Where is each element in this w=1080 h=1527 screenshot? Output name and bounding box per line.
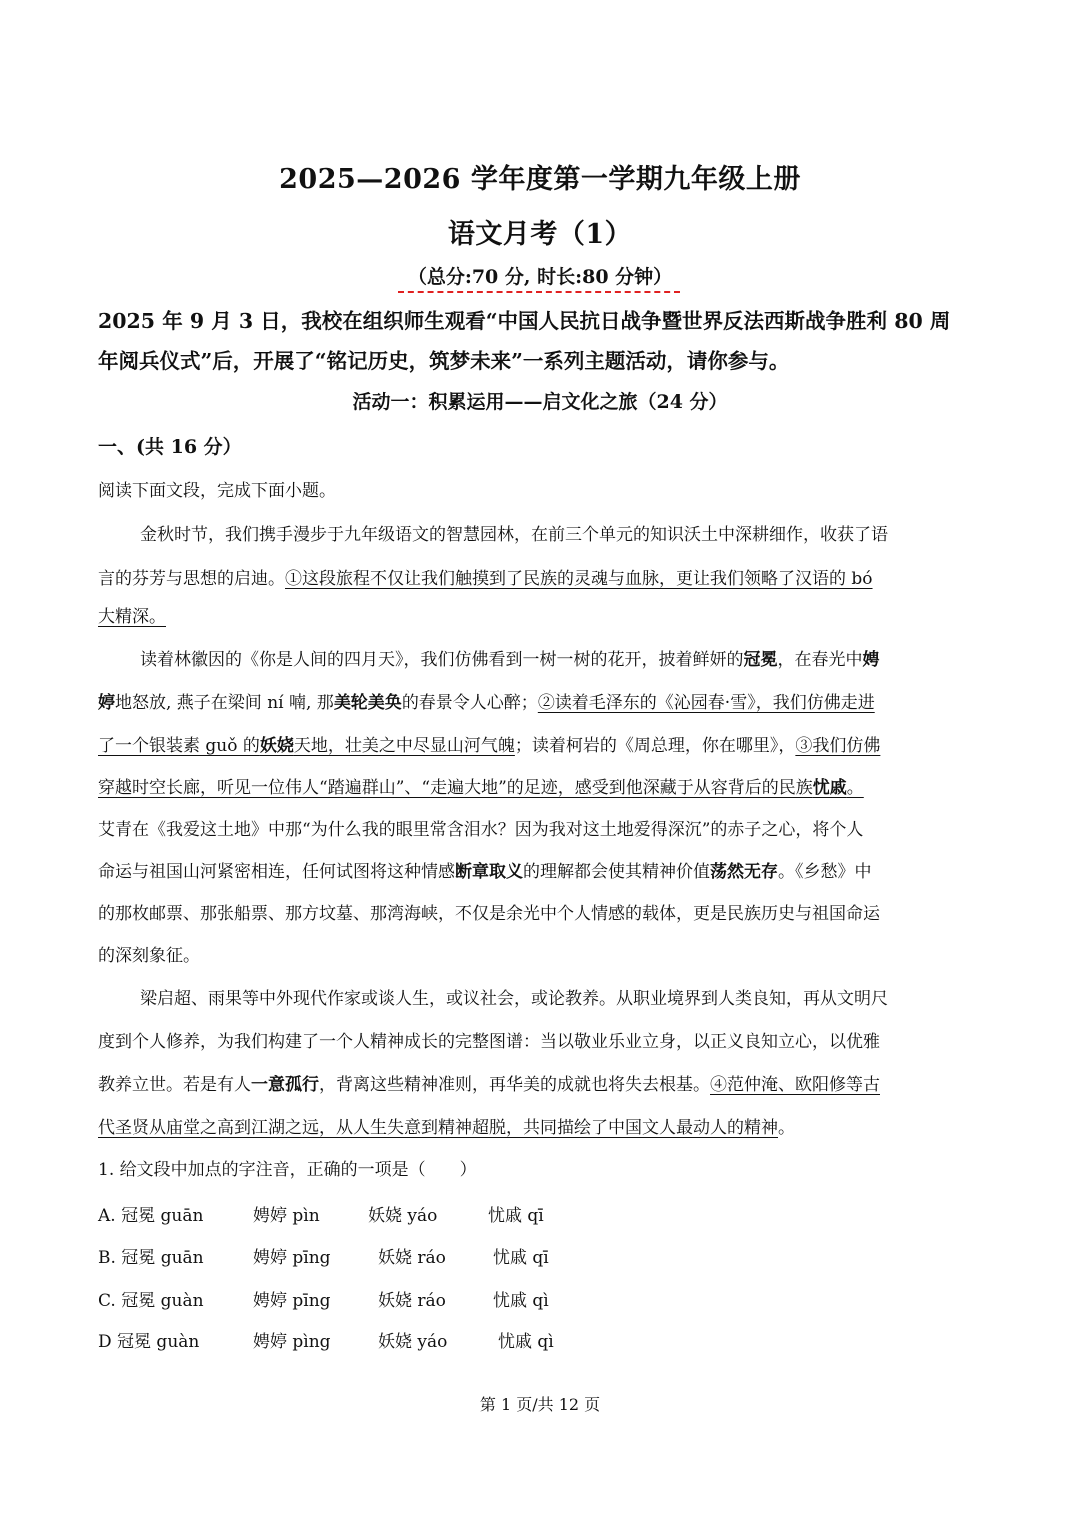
passage-line [98, 1116, 978, 1140]
option-part: 娉婷 pīng [253, 1291, 331, 1311]
passage-line [98, 1073, 978, 1097]
passage-text: ，在春光中 [777, 650, 863, 670]
passage-text: 。《乡愁》中 [778, 862, 872, 882]
passage-text: 的理解都会使其精神价值 [523, 862, 710, 882]
passage-text: ；读着柯岩的《周总理，你在哪里》， [514, 736, 796, 756]
passage-line: 的深刻象征。 [98, 946, 200, 966]
passage-line [140, 648, 978, 672]
instruction-text: 阅读下面文段，完成下面小题。 [98, 481, 336, 501]
underlined-sentence-2: ②读着毛泽东的《沁园春·雪》，我们仿佛走进 [537, 693, 875, 713]
underlined-sentence-3-cont: 穿越时空长廊，听见一位伟人“踏遍群山”、“走遍大地”的足迹，感受到他深藏于从容背后的民族 [98, 778, 813, 798]
passage-line [98, 567, 978, 591]
question-1-stem: 1. 给文段中加点的字注音，正确的一项是（ ） [98, 1160, 477, 1180]
option-label: C. 冠冕 guàn [98, 1291, 204, 1311]
option-part: 忧戚 qī [488, 1206, 544, 1226]
option-part: 忧戚 qī [493, 1248, 549, 1268]
intro-line-1: 2025 年 9 月 3 日，我校在组织师生观看“中国人民抗日战争暨世界反法西斯战争胜利 80 周 [98, 309, 951, 333]
passage-text: 的春景令人心醉； [401, 693, 538, 713]
option-part: 妖娆 yáo [368, 1206, 438, 1226]
passage-text: 言的芬芳与思想的启迪。 [98, 569, 285, 589]
underlined-sentence-1-end: 大精深。 [98, 607, 166, 627]
passage-line [98, 605, 978, 629]
option-part: 忧戚 qì [493, 1291, 549, 1311]
dotted-word-youqi: 忧戚 [812, 778, 847, 798]
option-part: 娉婷 pìn [253, 1206, 320, 1226]
passage-text: 地怒放, 燕子在梁间 ní 喃, 那 [115, 693, 334, 713]
dotted-word-ping: 娉 [862, 650, 880, 670]
option-label: B. 冠冕 guān [98, 1248, 204, 1268]
dotted-word-guanmian: 冠冕 [743, 650, 778, 670]
passage-text: 。 [778, 1118, 795, 1138]
page-footer: 第 1 页/共 12 页 [479, 1395, 601, 1414]
passage-text: 教养立世。若是有人 [98, 1075, 251, 1095]
passage-line: 艾青在《我爱这土地》中那“为什么我的眼里常含泪水？因为我对这土地爱得深沉”的赤子之心，将个人 [98, 820, 864, 840]
passage-line: 的那枚邮票、那张船票、那方坟墓、那湾海峡，不仅是余光中个人情感的载体，更是民族历史与祖国命运 [98, 904, 880, 924]
score-info: （总分:70 分, 时长:80 分钟） [407, 266, 673, 288]
bold-idiom-dangranwucun: 荡然无存 [710, 862, 778, 882]
exam-title-line2: 语文月考（1） [447, 219, 633, 250]
bold-idiom-meilunmeihuan: 美轮美奂 [333, 693, 402, 713]
option-part: 妖娆 ráo [378, 1291, 446, 1311]
red-dashed-underline [398, 291, 680, 293]
underlined-sentence-4: ④范仲淹、欧阳修等古 [710, 1075, 880, 1095]
bold-idiom-duanzhangquyi: 断章取义 [455, 862, 523, 882]
option-label: D 冠冕 guàn [98, 1332, 200, 1352]
passage-text: 命运与祖国山河紧密相连，任何试图将这种情感 [98, 862, 455, 882]
passage-line [98, 691, 978, 715]
underlined-sentence-3: ③我们仿佛 [795, 736, 881, 756]
intro-paragraph [98, 301, 978, 381]
dotted-word-yaorao: 妖娆 [259, 736, 294, 756]
passage-line [98, 734, 978, 758]
passage-text: ，背离这些精神准则，再华美的成就也将失去根基。 [319, 1075, 710, 1095]
intro-line-2: 年阅兵仪式”后，开展了“铭记历史，筑梦未来”一系列主题活动，请你参与。 [98, 349, 790, 373]
underlined-sentence-4-cont: 代圣贤从庙堂之高到江湖之远，从人生失意到精神超脱，共同描绘了中国文人最动人的精神 [98, 1118, 778, 1138]
passage-text: 读着林徽因的《你是人间的四月天》，我们仿佛看到一树一树的花开，披着鲜妍的 [140, 650, 744, 670]
passage-line [98, 776, 978, 800]
dotted-word-ting: 婷 [98, 693, 115, 713]
activity-title: 活动一：积累运用——启文化之旅（24 分） [352, 391, 728, 413]
section-title: 一、(共 16 分） [98, 436, 242, 458]
option-label: A. 冠冕 guān [98, 1206, 204, 1226]
underlined-sentence-3-end: 。 [846, 778, 864, 798]
option-part: 娉婷 pīng [253, 1248, 331, 1268]
option-part: 妖娆 yáo [378, 1332, 448, 1352]
option-part: 妖娆 ráo [378, 1248, 446, 1268]
exam-title-line1: 2025—2026 学年度第一学期九年级上册 [279, 164, 801, 195]
underlined-sentence-1: ①这段旅程不仅让我们触摸到了民族的灵魂与血脉，更让我们领略了汉语的 bó [285, 569, 873, 589]
passage-line: 金秋时节，我们携手漫步于九年级语文的智慧园林，在前三个单元的知识沃土中深耕细作，收获了语 [140, 525, 888, 545]
option-part: 忧戚 qì [498, 1332, 554, 1352]
underlined-sentence-2-cont: 了一个银装素 guǒ 的 [98, 736, 260, 756]
underlined-sentence-2-end: 天地，壮美之中尽显山河气魄 [293, 736, 515, 756]
passage-line: 度到个人修养，为我们构建了一个人精神成长的完整图谱：当以敬业乐业立身，以正义良知立心，以优雅 [98, 1032, 880, 1052]
option-part: 娉婷 pìng [253, 1332, 331, 1352]
bold-idiom-yiyiguxing: 一意孤行 [251, 1075, 319, 1095]
passage-line [98, 860, 978, 884]
passage-line: 梁启超、雨果等中外现代作家或谈人生，或议社会，或论教养。从职业境界到人类良知，再从文明尺 [140, 989, 888, 1009]
